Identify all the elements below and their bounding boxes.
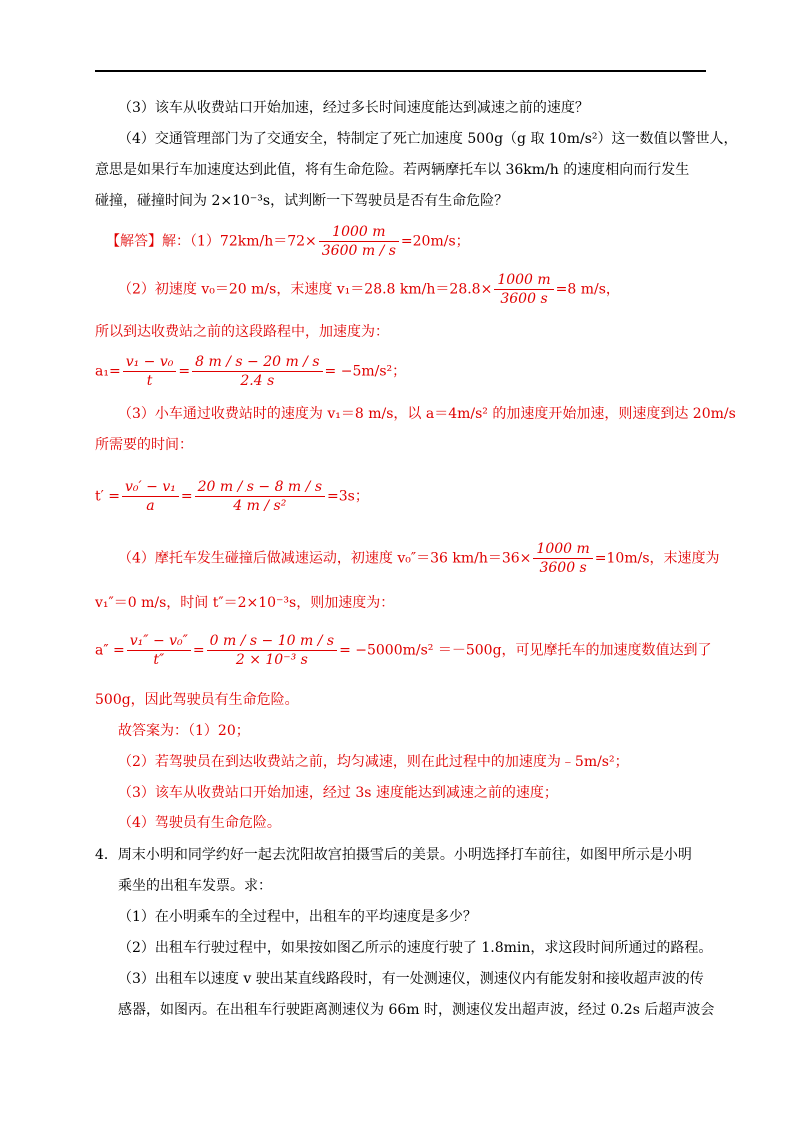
answer-line-12: 故答案为：（1）20；	[118, 723, 250, 739]
q4-line1: 4．周末小明和同学约好一起去沈阳故宫拍摄雪后的美景。小明选择打车前往，如图甲所示是小明	[95, 847, 692, 863]
fraction-numeric-a2	[207, 632, 337, 669]
answer-l2-prefix: （2）初速度 v₀＝20 m/s，末速度 v₁＝28.8 km/h＝28.8×	[118, 281, 493, 298]
answer-line-6: 所需要的时间：	[95, 437, 193, 453]
answer-l2-suffix: =8 m/s，	[555, 281, 620, 298]
fraction-numerator: v₁ − v₀	[123, 353, 177, 372]
fraction-1000m-3600s	[494, 271, 553, 308]
fraction-denominator: 3600 s	[500, 291, 548, 307]
fraction-denominator: t	[146, 373, 153, 389]
answer-line-9: v₁″＝0 m/s，时间 t″＝2×10⁻³s，则加速度为：	[95, 595, 395, 611]
fraction-denominator: 2 × 10⁻³ s	[235, 652, 308, 668]
q4-line4: （2）出租车行驶过程中，如果按如图乙所示的速度行驶了 1.8min，求这段时间所通过的路程。	[118, 940, 713, 956]
q3-part4-line1: （4）交通管理部门为了交通安全，特制定了死亡加速度 500g（g 取 10m/s²）这一数值以警世人，	[118, 131, 738, 147]
answer-l8-prefix: （4）摩托车发生碰撞后做减速运动，初速度 v₀″＝36 km/h＝36×	[118, 550, 532, 567]
answer-line-7	[95, 478, 369, 515]
answer-line-1	[106, 223, 470, 260]
fraction-denominator: 3600 s	[539, 560, 587, 576]
fraction-numerator: 1000 m	[494, 271, 553, 290]
fraction-denominator: 4 m / s²	[233, 498, 287, 514]
a-double-prime-label: a″ =	[95, 642, 125, 659]
answer-line-10	[95, 632, 712, 669]
a1-label: a₁=	[95, 363, 121, 380]
fraction-v1-v0-over-t	[123, 353, 177, 390]
fraction-numerator: 8 m / s − 20 m / s	[192, 353, 322, 372]
q4-line5: （3）出租车以速度 v 驶出某直线路段时，有一处测速仪，测速仪内有能发射和接收超声波的传	[118, 971, 704, 987]
fraction-1000m-3600s-b	[533, 540, 592, 577]
fraction-numerator: 1000 m	[319, 223, 399, 242]
t-prime-label: t′ =	[95, 488, 120, 505]
answer-l1-suffix: =20m/s；	[400, 233, 470, 250]
answer-line-4	[95, 353, 406, 390]
t-prime-result: =3s；	[327, 488, 369, 505]
fraction-v0p-v1-over-a	[122, 478, 179, 515]
answer-line-3: 所以到达收费站之前的这段路程中，加速度为：	[95, 324, 389, 340]
answer-l8-suffix: =10m/s，末速度为	[594, 550, 720, 567]
answer-line-15: （4）驾驶员有生命危险。	[118, 815, 281, 831]
answer-line-14: （3）该车从收费站口开始加速，经过 3s 速度能达到减速之前的速度；	[118, 785, 558, 801]
fraction-numerator: v₁″ − v₀″	[127, 632, 191, 651]
fraction-denominator: 3600 m / s	[321, 243, 396, 259]
fraction-denominator: t″	[153, 652, 165, 668]
answer-l1-prefix: 解：（1）72km/h＝72×	[162, 233, 317, 250]
answer-line-11: 500g，因此驾驶员有生命危险。	[95, 692, 299, 708]
answer-line-5: （3）小车通过收费站时的速度为 v₁＝8 m/s，以 a＝4m/s² 的加速度开始加速，则速度到达 20m/s	[118, 406, 736, 422]
fraction-denominator: 2.4 s	[240, 373, 275, 389]
q4-line3: （1）在小明乘车的全过程中，出租车的平均速度是多少？	[118, 909, 477, 925]
fraction-denominator: a	[146, 498, 155, 514]
header-rule	[95, 70, 706, 72]
fraction-numeric-t	[195, 478, 325, 515]
fraction-v1pp-v0pp-over-tpp	[127, 632, 191, 669]
q3-part4-line2: 意思是如果行车加速度达到此值，将有生命危险。若两辆摩托车以 36km/h 的速度相向而行发生	[95, 162, 690, 178]
equals-sign: =	[178, 363, 191, 380]
answer-tag: 【解答】	[106, 233, 162, 250]
q3-part3: （3）该车从收费站口开始加速，经过多长时间速度能达到减速之前的速度？	[118, 100, 589, 116]
answer-line-8	[118, 540, 720, 577]
fraction-numerator: v₀′ − v₁	[122, 478, 179, 497]
fraction-1000m-3600ms	[319, 223, 399, 260]
a1-result: = −5m/s²；	[324, 363, 407, 380]
answer-line-2	[118, 271, 620, 308]
fraction-numeric-a1	[192, 353, 322, 390]
equals-sign: =	[192, 642, 205, 659]
q3-part4-line3: 碰撞，碰撞时间为 2×10⁻³s，试判断一下驾驶员是否有生命危险？	[95, 193, 509, 209]
answer-line-13: （2）若驾驶员在到达收费站之前，均匀减速，则在此过程中的加速度为﹣5m/s²；	[118, 754, 629, 770]
q4-line2: 乘坐的出租车发票。求：	[118, 878, 272, 894]
fraction-numerator: 0 m / s − 10 m / s	[207, 632, 337, 651]
fraction-numerator: 20 m / s − 8 m / s	[195, 478, 325, 497]
q4-line6: 感器，如图丙。在出租车行驶距离测速仪为 66m 时，测速仪发出超声波，经过 0.2s 后超声波会	[118, 1002, 715, 1018]
fraction-numerator: 1000 m	[533, 540, 592, 559]
a-double-prime-result: = −5000m/s² ＝－500g，可见摩托车的加速度数值达到了	[339, 642, 712, 659]
equals-sign: =	[180, 488, 193, 505]
